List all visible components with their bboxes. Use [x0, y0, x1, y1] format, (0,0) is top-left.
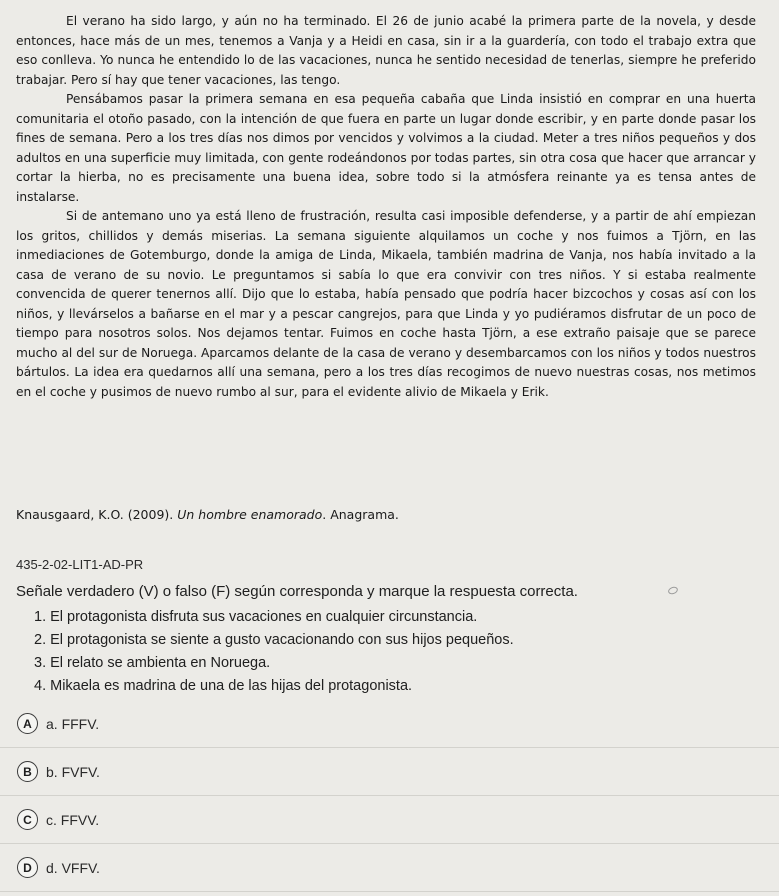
reading-passage: [16, 12, 756, 402]
answer-options: [0, 700, 779, 892]
citation-publisher: . Anagrama.: [322, 507, 399, 522]
option-letter-badge[interactable]: D: [17, 857, 38, 878]
citation-author: Knausgaard, K.O. (2009).: [16, 507, 178, 522]
option-letter-badge[interactable]: A: [17, 713, 38, 734]
question-prompt: Señale verdadero (V) o falso (F) según corresponda y marque la respuesta correcta.: [16, 583, 578, 600]
answer-option-a[interactable]: [0, 700, 779, 748]
statement-list: [34, 606, 514, 698]
statement-item: 3. El relato se ambienta en Noruega.: [34, 655, 271, 671]
option-letter-badge[interactable]: B: [17, 761, 38, 782]
answer-option-d[interactable]: [0, 844, 779, 892]
option-letter-badge[interactable]: C: [17, 809, 38, 830]
question-code: 435-2-02-LIT1-AD-PR: [16, 557, 144, 572]
stray-mark-icon: [667, 586, 679, 596]
passage-paragraph-1: El verano ha sido largo, y aún no ha terminado. El 26 de junio acabé la primera parte de la novela, y desde entonces, hace más de un mes, tenemos a Vanja y a Heidi en casa, sin ir a la guardería, con todo el trabajo extra que eso conlleva. Yo nunca he entendido lo de las vacaciones, nunca he sentido necesidad de tenerlas, siempre he preferido trabajar. Pero sí hay que tener vacaciones, las tengo.: [16, 14, 756, 87]
option-text[interactable]: b. FVFV.: [46, 763, 100, 780]
citation-title: Un hombre enamorado: [177, 507, 323, 522]
answer-option-c[interactable]: [0, 796, 779, 844]
option-text[interactable]: d. VFFV.: [46, 859, 100, 876]
passage-paragraph-3: Si de antemano uno ya está lleno de frustración, resulta casi imposible defenderse, y a partir de ahí empiezan los gritos, chillidos y demás miserias. La semana siguiente alquilamos un coche y nos fuimos a Tjörn, en las inmediaciones de Gotemburgo, donde la amiga de Linda, Mikaela, también madrina de Vanja, nos había invitado a la casa de verano de su novio. Le preguntamos si sabía lo que era convivir con tres niños. Y si estaba realmente convencida de querer tenernos allí. Dijo que lo estaba, había pensado que podría hacer bizcochos y cosas así con los niños, y llevárselos a bañarse en el mar y a pescar cangrejos, para que Linda y yo pudiéramos disfrutar de un poco de tiempo para nosotros solos. Nos dejamos tentar. Fuimos en coche hasta Tjörn, a ese extraño paisaje que se parece mucho al del sur de Noruega. Aparcamos delante de la casa de verano y desembarcamos con los niños y todos nuestros bártulos. La idea era quedarnos allí una semana, pero a los tres días recogimos de nuevo nuestras cosas, nos metimos en el coche y pusimos de nuevo rumbo al sur, para el evidente alivio de Mikaela y Erik.: [16, 209, 756, 399]
statement-item: 2. El protagonista se siente a gusto vacacionando con sus hijos pequeños.: [34, 632, 514, 648]
option-text[interactable]: c. FFVV.: [46, 811, 100, 828]
statement-item: 1. El protagonista disfruta sus vacaciones en cualquier circunstancia.: [34, 609, 478, 625]
answer-option-b[interactable]: [0, 748, 779, 796]
passage-paragraph-2: Pensábamos pasar la primera semana en esa pequeña cabaña que Linda insistió en comprar en una huerta comunitaria el otoño pasado, con la intención de que fuera en parte un lugar donde escribir, y en parte donde pasar los fines de semana. Pero a los tres días nos dimos por vencidos y volvimos a la ciudad. Meter a tres niños pequeños y dos adultos en una superficie muy limitada, con gente rodeándonos por todas partes, sin otra cosa que hacer que arrancar y cortar la hierba, no es precisamente una buena idea, sobre todo si la atmósfera reinante ya es tensa antes de instalarse.: [16, 92, 756, 204]
source-citation: [16, 507, 399, 522]
statement-item: 4. Mikaela es madrina de una de las hijas del protagonista.: [34, 678, 413, 694]
option-text[interactable]: a. FFFV.: [46, 715, 100, 732]
